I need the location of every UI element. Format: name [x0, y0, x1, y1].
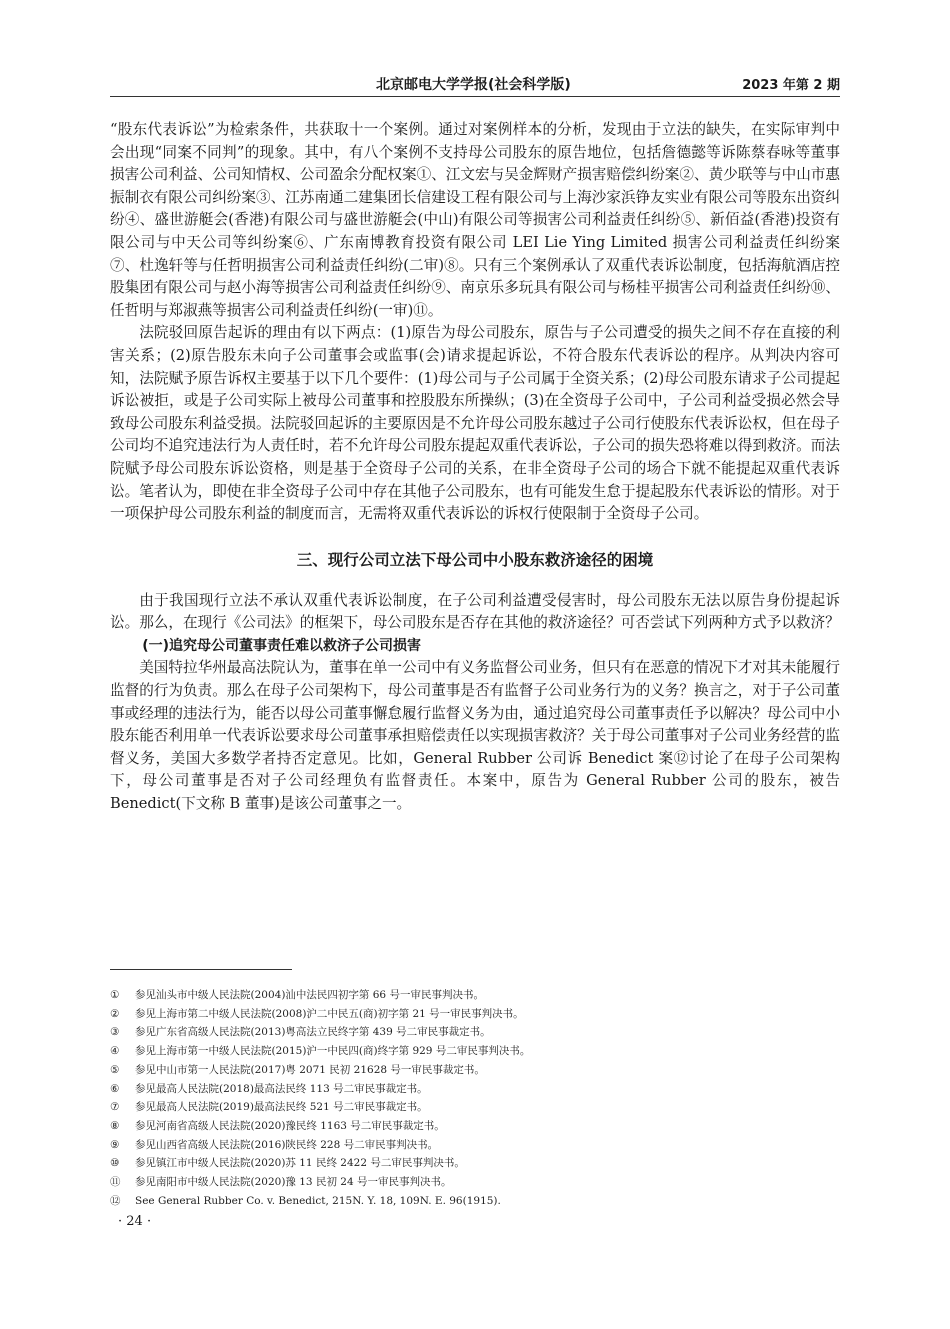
section-title: 三、现行公司立法下母公司中小股东救济途径的困境 — [296, 550, 654, 569]
footnote-rule — [110, 969, 292, 970]
footnote-mark: ⑤ — [110, 1063, 120, 1076]
journal-title: 北京邮电大学学报(社会科学版) — [376, 77, 571, 93]
footnote-text: 参见汕头市中级人民法院(2004)汕中法民四初字第 66 号一审民事判决书。 — [135, 989, 484, 1001]
footnote-text: 参见广东省高级人民法院(2013)粤高法立民终字第 439 号二审民事裁定书。 — [135, 1026, 491, 1039]
footnote-text: 参见河南省高级人民法院(2020)豫民终 1163 号二审民事裁定书。 — [135, 1119, 445, 1132]
paragraph-section-intro: 由于我国现行立法不承认双重代表诉讼制度，在子公司利益遭受侵害时，母公司股东无法以原告身份提起诉讼。那么，在现行《公司法》的框架下，母公司股东是否存在其他的救济途径？可否尝试下列两种方式予以救济？ — [110, 591, 840, 632]
footnote-mark: ② — [110, 1007, 120, 1020]
page-number: · 24 · — [118, 1214, 152, 1229]
footnote-mark: ⑥ — [110, 1082, 120, 1095]
footnote — [110, 986, 840, 1005]
footnote-text: 参见中山市第一人民法院(2017)粤 2071 民初 21628 号一审民事裁定书。 — [135, 1063, 485, 1076]
footnote-mark: ③ — [110, 1026, 120, 1039]
footnote-list — [110, 986, 840, 1210]
paragraph-director-duty: 美国特拉华州最高法院认为，董事在单一公司中有义务监督公司业务，但只有在恶意的情况下才对其未能履行监督的行为负责。那么在母子公司架构下，母公司董事是否有监督子公司业务行为的义务？换言之，对于子公司董事或经理的违法行为，能否以母公司董事懈怠履行监督义务为由，通过追究母公司董事责任予以解决？母公司中小股东能否利用单一代表诉讼要求母公司董事承担赔偿责任以实现损害救济？关于母公司董事对子公司业务经营的监督义务，美国大多数学者持否定意见。比如，General Rubber 公司诉 Benedict 案⑫讨论了在母子公司架构下，母公司董事是否对子公司经理负有监督责任。本案中，原告为 General Rubber 公司的股东，被告 Benedict(下文称 B 董事)是该公司董事之一。 — [110, 659, 840, 813]
footnote-mark: ⑨ — [110, 1138, 120, 1151]
footnote-mark: ⑧ — [110, 1119, 120, 1132]
paragraph-case-list: “股东代表诉讼”为检索条件，共获取十一个案例。通过对案例样本的分析，发现由于立法的缺失，在实际审判中会出现“同案不同判”的现象。其中，有八个案例不支持母公司股东的原告地位，包括詹德懿等诉陈蔡春咏等董事损害公司利益、公司知情权、公司盈余分配权案①、江文宏与吴金辉财产损害赔偿纠纷案②、黄少联等与中山市惠振制衣有限公司纠纷案③、江苏南通二建集团长信建设工程有限公司与上海沙家浜铮友实业有限公司等股东出资纠纷④、盛世游艇会(香港)有限公司与盛世游艇会(中山)有限公司等损害公司利益责任纠纷⑤、新佰益(香港)投资有限公司与中天公司等纠纷案⑥、广东南博教育投资有限公司 LEI Lie Ying Limited 损害公司利益责任纠纷案⑦、杜逸轩等与任哲明损害公司利益责任纠纷(二审)⑧。只有三个案例承认了双重代表诉讼制度，包括海航酒店控股集团有限公司与赵小海等损害公司利益责任纠纷⑨、南京乐多玩具有限公司与杨桂平损害公司利益责任纠纷⑩、任哲明与郑淑燕等损害公司利益责任纠纷(一审)⑪。 — [110, 121, 840, 319]
subsection-heading: (一)追究母公司董事责任难以救济子公司损害 — [142, 637, 421, 654]
footnote — [110, 1005, 840, 1024]
running-header — [110, 72, 840, 96]
footnote-text: 参见山西省高级人民法院(2016)陕民终 228 号二审民事判决书。 — [135, 1138, 439, 1151]
footnote — [110, 1023, 840, 1042]
footnote-text: 参见最高人民法院(2019)最高法民终 521 号二审民事裁定书。 — [135, 1101, 428, 1114]
footnote — [110, 1154, 840, 1173]
footnote-mark: ⑩ — [110, 1157, 120, 1170]
header-rule — [110, 96, 840, 97]
footnote-mark: ⑫ — [110, 1194, 121, 1207]
footnote — [110, 1192, 840, 1211]
footnote — [110, 1080, 840, 1099]
footnote — [110, 1042, 840, 1061]
footnote-mark: ⑦ — [110, 1101, 120, 1114]
footnote-text: 参见镇江市中级人民法院(2020)苏 11 民终 2422 号二审民事判决书。 — [135, 1157, 465, 1170]
footnote — [110, 1117, 840, 1136]
footnote-mark: ⑪ — [110, 1176, 121, 1189]
footnote-mark: ① — [110, 989, 120, 1001]
footnote-text: 参见最高人民法院(2018)最高法民终 113 号二审民事裁定书。 — [135, 1082, 428, 1095]
article-body — [110, 119, 840, 816]
footnote-text: 参见南阳市中级人民法院(2020)豫 13 民初 24 号一审民事判决书。 — [135, 1176, 452, 1189]
footnote — [110, 1173, 840, 1192]
footnote — [110, 1136, 840, 1155]
footnote — [110, 1098, 840, 1117]
footnote-text: 参见上海市第一中级人民法院(2015)沪一中民四(商)终字第 929 号二审民事判决书。 — [135, 1045, 531, 1058]
issue-label: 2023 年第 2 期 — [742, 78, 840, 93]
footnote-text: See General Rubber Co. v. Benedict, 215N. Y. 18, 109N. E. 96(1915). — [135, 1194, 501, 1207]
footnote-text: 参见上海市第二中级人民法院(2008)沪二中民五(商)初字第 21 号一审民事判决书。 — [135, 1007, 524, 1020]
footnote — [110, 1061, 840, 1080]
paragraph-court-reasons: 法院驳回原告起诉的理由有以下两点：(1)原告为母公司股东，原告与子公司遭受的损失之间不存在直接的利害关系；(2)原告股东未向子公司董事会或监事(会)请求提起诉讼，不符合股东代表诉讼的程序。从判决内容可知，法院赋予原告诉权主要基于以下几个要件：(1)母公司与子公司属于全资关系；(2)母公司股东请求子公司提起诉讼被拒，或是子公司实际上被母公司董事和控股股东所操纵；(3)在全资母子公司中，子公司利益受损必然会导致母公司股东利益受损。法院驳回起诉的主要原因是不允许母公司股东越过子公司行使股东代表诉讼权，但在母子公司均不追究违法行为人责任时，若不允许母公司股东提起双重代表诉讼，子公司的损失恐将难以得到救济。而法院赋予母公司股东诉讼资格，则是基于全资母子公司的关系，在非全资母子公司的场合下就不能提起双重代表诉讼。笔者认为，即使在非全资母子公司中存在其他子公司股东，也有可能发生怠于提起股东代表诉讼的情形。对于一项保护母公司股东利益的制度而言，无需将双重代表诉讼的诉权行使限制于全资母子公司。 — [110, 324, 840, 523]
footnote-mark: ④ — [110, 1045, 120, 1058]
